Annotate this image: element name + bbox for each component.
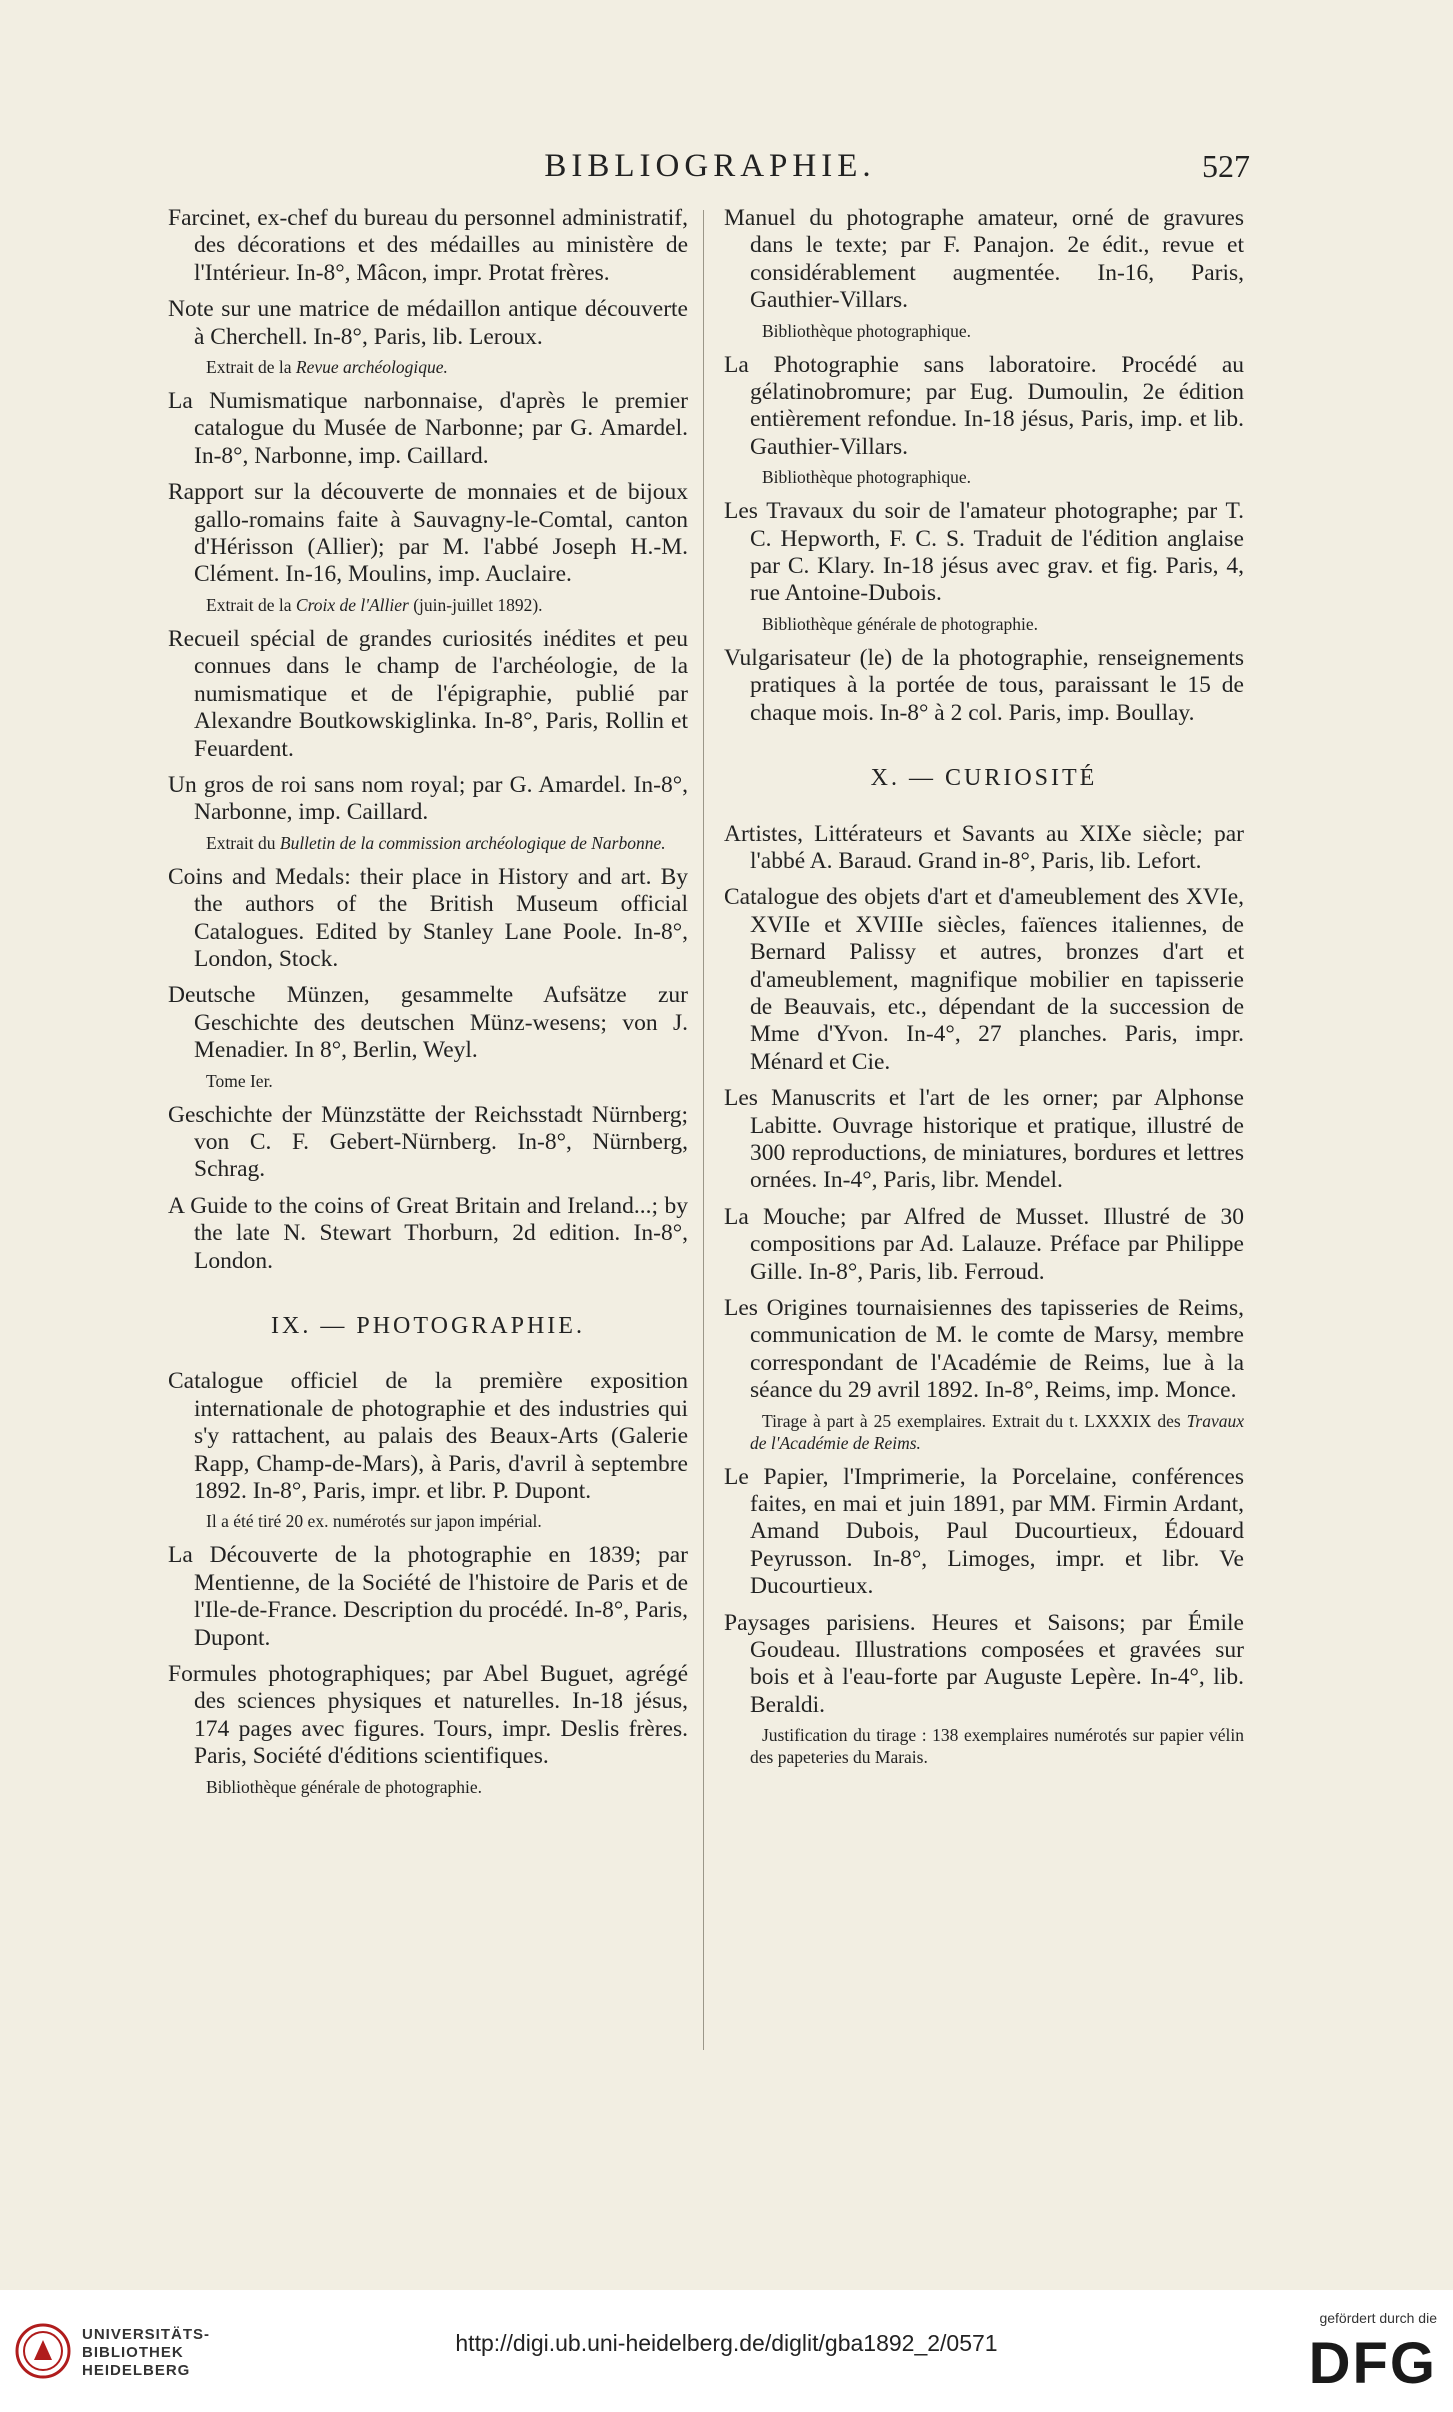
entry-note <box>168 1510 688 1532</box>
note-title: Travaux de l'Académie de Reims. <box>750 1410 1244 1453</box>
note-title: Revue archéologique. <box>295 357 448 378</box>
note-text: Bibliothèque générale de photographie. <box>762 613 1039 634</box>
logo-line-2: BIBLIOTHEK <box>82 2344 184 2361</box>
section-heading: IX. — PHOTOGRAPHIE. <box>271 1313 585 1339</box>
note-text: Extrait de la <box>206 357 296 378</box>
note-title: Croix de l'Allier <box>295 594 409 615</box>
entry-note <box>168 356 688 378</box>
entry-note <box>724 613 1244 635</box>
note-text: Extrait du <box>206 832 280 853</box>
dfg-wordmark: DFG <box>1308 2331 1437 2396</box>
logo-line-1: UNIVERSITÄTS- <box>82 2326 211 2343</box>
entry-note <box>724 466 1244 488</box>
note-text: Extrait de la <box>206 594 296 615</box>
note-text: Tome Ier. <box>206 1070 273 1091</box>
bibliography-entry: La Numismatique narbonnaise, d'après le premier catalogue du Musée de Narbonne; par G. Amardel. In-8°, Narbonne, imp. Caillard. <box>168 388 688 469</box>
bibliography-entry: Les Origines tournaisiennes des tapisseries de Reims, communication de M. le comte de Marsy, membre correspondant de l'Académie de Reims, lue à la séance du 29 avril 1892. In-8°, Reims, imp. Monce. <box>724 1295 1244 1404</box>
bibliography-entry: Catalogue officiel de la première exposition internationale de photographie et des industries qui s'y rattachent, au palais des Beaux-Arts (Galerie Rapp, Champ-de-Mars), à Paris, d'avril à septembre 1892. In-8°, Paris, impr. et libr. P. Dupont. <box>168 1368 688 1505</box>
bibliography-entry: Formules photographiques; par Abel Buguet, agrégé des sciences physiques et naturelles. In-18 jésus, 174 pages avec figures. Tours, impr. Deslis frères. Paris, Société d'éditions scientifiques. <box>168 1661 688 1770</box>
bibliography-entry: A Guide to the coins of Great Britain and Ireland...; by the late N. Stewart Thorburn, 2d edition. In-8°, London. <box>168 1192 688 1274</box>
bibliography-entry: Un gros de roi sans nom royal; par G. Amardel. In-8°, Narbonne, imp. Caillard. <box>168 771 688 826</box>
bibliography-entry: Deutsche Münzen, gesammelte Aufsätze zur Geschichte des deutschen Münz-wesens; von J. Menadier. In 8°, Berlin, Weyl. <box>168 982 688 1064</box>
bibliography-entry: Le Papier, l'Imprimerie, la Porcelaine, conférences faites, en mai et juin 1891, par MM. Firmin Ardant, Amand Dubois, Paul Ducourtieux, Édouard Peyrusson. In-8°, Limoges, impr. et libr. Ve Ducourtieux. <box>724 1463 1244 1600</box>
entry-note <box>168 832 688 854</box>
bibliography-entry: Farcinet, ex-chef du bureau du personnel administratif, des décorations et des médailles au ministère de l'Intérieur. In-8°, Mâcon, impr. Protat frères. <box>168 205 688 286</box>
bibliography-entry: Recueil spécial de grandes curiosités inédites et peu connues dans le champ de l'archéologie, de la numismatique et de l'épigraphie, publié par Alexandre Boutkowskiglinka. In-8°, Paris, Rollin et Feuardent. <box>168 625 688 762</box>
bibliography-entry: Catalogue des objets d'art et d'ameublement des XVIe, XVIIe et XVIIIe siècles, faïences italiennes, de Bernard Palissy et autres, bronzes d'art et d'ameublement, magnifique mobilier en tapisserie de Beauvais, etc., dépendant de la succession de Mme d'Yvon. In-4°, 27 planches. Paris, impr. Ménard et Cie. <box>724 884 1244 1075</box>
page-number: 527 <box>1202 148 1250 184</box>
section-heading: X. — CURIOSITÉ <box>870 765 1098 792</box>
note-text: Justification du tirage : 138 exemplaires numérotés sur papier vélin des papeteries du Marais. <box>750 1725 1244 1768</box>
bibliography-entry: Manuel du photographe amateur, orné de gravures dans le texte; par F. Panajon. 2e édit., revue et considérablement augmentée. In-16, Paris, Gauthier-Villars. <box>724 205 1244 314</box>
bibliography-entry: Geschichte der Münzstätte der Reichsstadt Nürnberg; von C. F. Gebert-Nürnberg. In-8°, Nürnberg, Schrag. <box>168 1101 688 1183</box>
entry-note <box>168 594 688 616</box>
note-text: Tirage à part à 25 exemplaires. Extrait du t. LXXXIX des <box>762 1410 1187 1431</box>
source-url-link[interactable]: http://digi.ub.uni-heidelberg.de/diglit/gba1892_2/0571 <box>455 2330 998 2356</box>
column-divider <box>703 210 704 2050</box>
left-column <box>168 205 688 1808</box>
logo-line-3: HEIDELBERG <box>82 2362 191 2379</box>
bibliography-entry: Rapport sur la découverte de monnaies et de bijoux gallo-romains faite à Sauvagny-le-Comtal, canton d'Hérisson (Allier); par M. l'abbé Joseph H.-M. Clément. In-16, Moulins, imp. Auclaire. <box>168 479 688 588</box>
note-text: Bibliothèque photographique. <box>762 467 971 488</box>
note-suffix: (juin-juillet 1892). <box>408 594 543 615</box>
funding-caption: gefördert durch die <box>1319 2310 1437 2326</box>
entry-note <box>724 1724 1244 1768</box>
right-column <box>724 205 1244 1778</box>
note-title: Bulletin de la commission archéologique de Narbonne. <box>279 832 666 853</box>
note-text: Bibliothèque photographique. <box>762 320 971 341</box>
bibliography-entry: Artistes, Littérateurs et Savants au XIXe siècle; par l'abbé A. Baraud. Grand in-8°, Paris, lib. Lefort. <box>724 820 1244 874</box>
note-text: Il a été tiré 20 ex. numérotés sur japon impérial. <box>206 1511 542 1532</box>
bibliography-entry: Les Manuscrits et l'art de les orner; par Alphonse Labitte. Ouvrage historique et pratique, illustré de 300 reproductions, de miniatures, bordures et lettres ornées. In-4°, Paris, libr. Mendel. <box>724 1085 1244 1194</box>
page-header <box>170 148 1250 188</box>
entry-note <box>168 1776 688 1798</box>
bibliography-entry: Les Travaux du soir de l'amateur photographe; par T. C. Hepworth, F. C. S. Traduit de l'édition anglaise par C. Klary. In-18 jésus avec grav. et fig. Paris, 4, rue Antoine-Dubois. <box>724 498 1244 607</box>
note-text: Bibliothèque générale de photographie. <box>206 1776 483 1797</box>
bibliography-entry: La Découverte de la photographie en 1839; par Mentienne, de la Société de l'histoire de Paris et de l'Ile-de-France. Description du procédé. In-8°, Paris, Dupont. <box>168 1542 688 1651</box>
dfg-logo <box>1267 2310 1437 2400</box>
bibliography-entry: Paysages parisiens. Heures et Saisons; par Émile Goudeau. Illustrations composées et gravées sur bois et à l'eau-forte par Auguste Lepère. In-4°, lib. Beraldi. <box>724 1609 1244 1718</box>
entry-note <box>724 1410 1244 1454</box>
running-title: BIBLIOGRAPHIE. <box>544 148 876 184</box>
bibliography-entry: Note sur une matrice de médaillon antique découverte à Cherchell. In-8°, Paris, lib. Leroux. <box>168 296 688 350</box>
entry-note <box>724 320 1244 342</box>
bibliography-entry: La Mouche; par Alfred de Musset. Illustré de 30 compositions par Ad. Lalauze. Préface par Philippe Gille. In-8°, Paris, lib. Ferroud. <box>724 1203 1244 1285</box>
bibliography-entry: Vulgarisateur (le) de la photographie, renseignements pratiques à la portée de tous, paraissant le 15 de chaque mois. In-8° à 2 col. Paris, imp. Boullay. <box>724 644 1244 726</box>
bibliography-entry: Coins and Medals: their place in History and art. By the authors of the British Museum official Catalogues. Edited by Stanley Lane Poole. In-8°, London, Stock. <box>168 863 688 972</box>
bibliography-entry: La Photographie sans laboratoire. Procédé au gélatinobromure; par Eug. Dumoulin, 2e édition entièrement refondue. In-18 jésus, Paris, imp. et lib. Gauthier-Villars. <box>724 351 1244 460</box>
entry-note <box>168 1070 688 1092</box>
